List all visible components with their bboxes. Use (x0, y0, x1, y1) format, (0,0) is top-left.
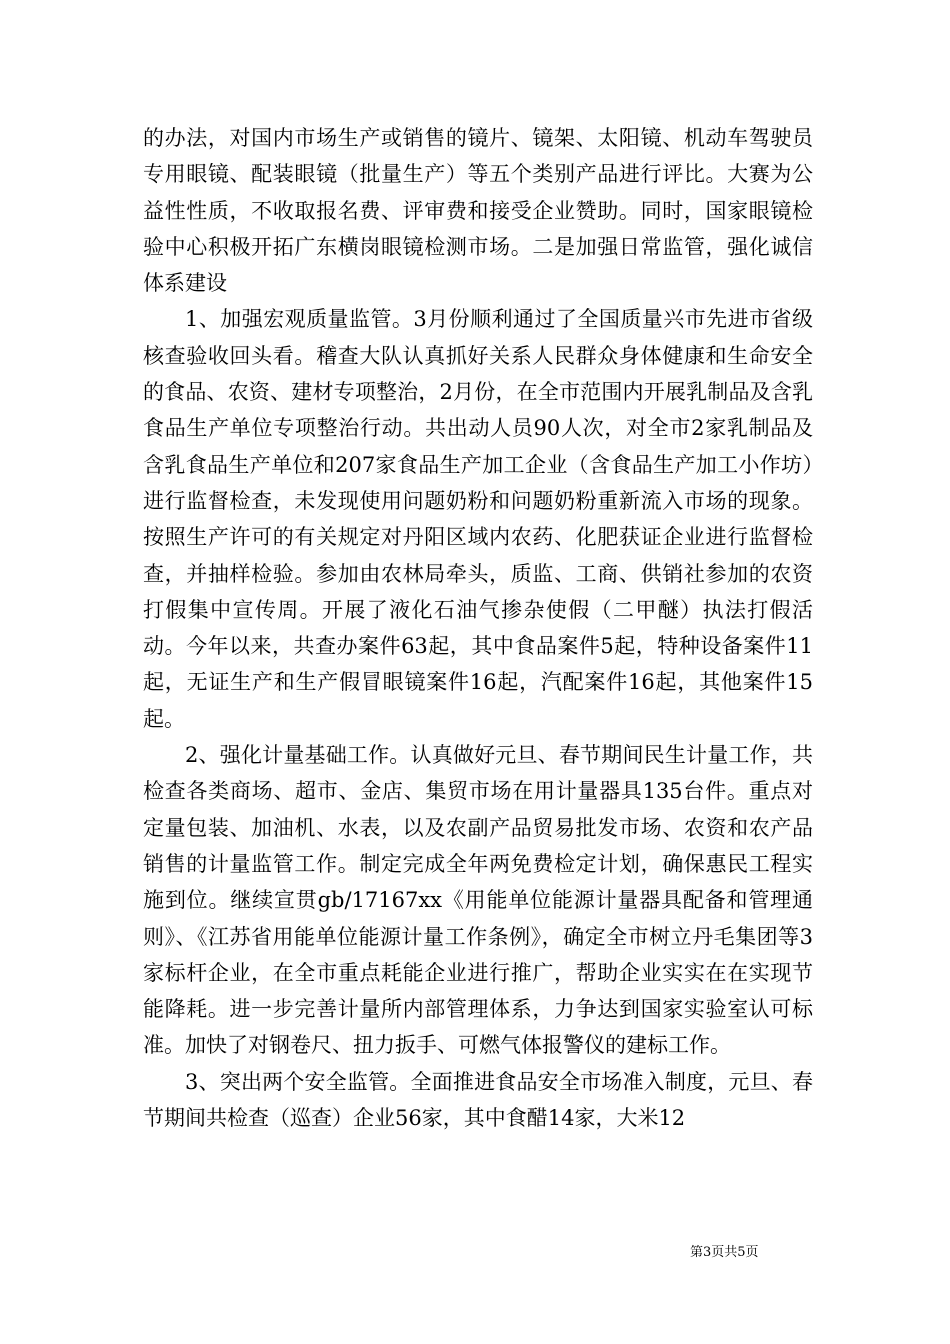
document-body (143, 120, 813, 1136)
paragraph-metrology-work: 2、强化计量基础工作。认真做好元旦、春节期间民生计量工作，共检查各类商场、超市、金店、集贸市场在用计量器具135台件。重点对定量包装、加油机、水表，以及农副产品贸易批发市场、农资和农产品销售的计量监管工作。制定完成全年两免费检定计划，确保惠民工程实施到位。继续宣贯gb/17167xx《用能单位能源计量器具配备和管理通则》、《江苏省用能单位能源计量工作条例》，确定全市树立丹毛集团等3家标杆企业，在全市重点耗能企业进行推广，帮助企业实实在在实现节能降耗。进一步完善计量所内部管理体系，力争达到国家实验室认可标准。加快了对钢卷尺、扭力扳手、可燃气体报警仪的建标工作。 (143, 743, 813, 1058)
paragraph-safety-supervision: 3、突出两个安全监管。全面推进食品安全市场准入制度，元旦、春节期间共检查（巡查）企业56家，其中食醋14家，大米12 (143, 1069, 813, 1131)
paragraph-macro-quality-supervision: 1、加强宏观质量监管。3月份顺利通过了全国质量兴市先进市省级核查验收回头看。稽查大队认真抓好关系人民群众身体健康和生命安全的食品、农资、建材专项整治，2月份，在全市范围内开展乳制品及含乳食品生产单位专项整治行动。共出动人员90人次，对全市2家乳制品及含乳食品生产单位和207家食品生产加工企业（含食品生产加工小作坊）进行监督检查，未发现使用问题奶粉和问题奶粉重新流入市场的现象。按照生产许可的有关规定对丹阳区域内农药、化肥获证企业进行监督检查，并抽样检验。参加由农林局牵头，质监、工商、供销社参加的农资打假集中宣传周。开展了液化石油气掺杂使假（二甲醚）执法打假活动。今年以来，共查办案件63起，其中食品案件5起，特种设备案件11起，无证生产和生产假冒眼镜案件16起，汽配案件16起，其他案件15起。 (143, 307, 813, 731)
page-number-footer: 第3页共5页 (690, 1245, 759, 1260)
paragraph-intro: 的办法，对国内市场生产或销售的镜片、镜架、太阳镜、机动车驾驶员专用眼镜、配装眼镜（批量生产）等五个类别产品进行评比。大赛为公益性性质，不收取报名费、评审费和接受企业赞助。同时，国家眼镜检验中心积极开拓广东横岗眼镜检测市场。二是加强日常监管，强化诚信体系建设 (143, 126, 813, 296)
